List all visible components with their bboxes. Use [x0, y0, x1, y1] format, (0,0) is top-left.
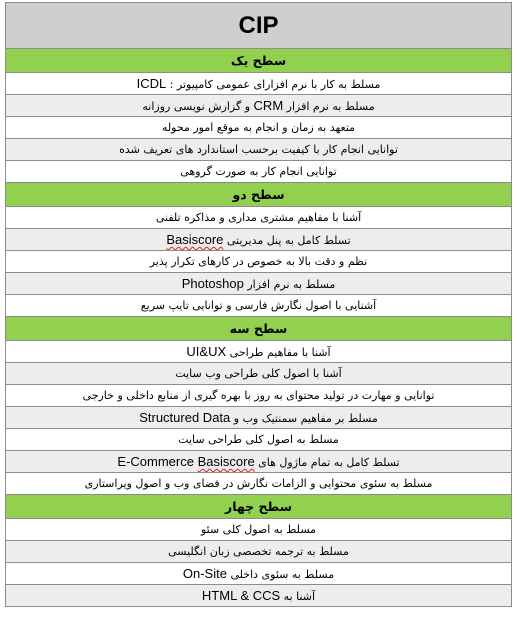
competency-row [6, 519, 512, 541]
competency-item: توانایی انجام کار به صورت گروهی [6, 161, 512, 183]
document-title: CIP [6, 3, 512, 49]
competency-item: مسلط به نرم افزار Photoshop [6, 273, 512, 295]
competency-row [6, 363, 512, 385]
competency-item: مسلط به نرم افزار CRM و گزارش نویسی روزانه [6, 95, 512, 117]
competency-item: آشنا با مفاهیم مشتری مداری و مذاکره تلفنی [6, 207, 512, 229]
competency-item: مسلط به اصول کلی طراحی سایت [6, 429, 512, 451]
competency-item: مسلط به اصول کلی سئو [6, 519, 512, 541]
competency-row [6, 73, 512, 95]
competency-row [6, 229, 512, 251]
competency-row [6, 563, 512, 585]
title-row [6, 3, 512, 49]
competency-table-body [6, 3, 512, 607]
level-heading: سطح یک [6, 49, 512, 73]
competency-row [6, 139, 512, 161]
competency-item: تسلط کامل به پنل مدیریتی Basiscore [6, 229, 512, 251]
competency-item: مسلط به کار با نرم افزارای عمومی کامپیوتر : ICDL [6, 73, 512, 95]
competency-item: آشنا با مفاهیم طراحی UI&UX [6, 341, 512, 363]
competency-item: مسلط به سئوی داخلی On-Site [6, 563, 512, 585]
level-heading-row-four [6, 495, 512, 519]
competency-row [6, 251, 512, 273]
competency-item: مسلط به سئوی محتوایی و الزامات نگارش در فضای وب و اصول ویراستاری [6, 473, 512, 495]
level-heading: سطح چهار [6, 495, 512, 519]
competency-row [6, 161, 512, 183]
competency-row [6, 273, 512, 295]
competency-item: تسلط کامل به تمام ماژول های E-Commerce Basiscore [6, 451, 512, 473]
competency-row [6, 95, 512, 117]
competency-row [6, 295, 512, 317]
competency-row [6, 451, 512, 473]
competency-row [6, 473, 512, 495]
competency-row [6, 429, 512, 451]
level-heading: سطح دو [6, 183, 512, 207]
competency-row [6, 117, 512, 139]
competency-row [6, 385, 512, 407]
competency-item: آشنایی با اصول نگارش فارسی و توانایی تایپ سریع [6, 295, 512, 317]
competency-item: توانایی انجام کار با کیفیت برحسب استاندارد های تعریف شده [6, 139, 512, 161]
competency-item: توانایی و مهارت در تولید محتوای به روز با بهره گیری از منابع داخلی و خارجی [6, 385, 512, 407]
competency-item: مسلط بر مفاهیم سمنتیک وب و Structured Data [6, 407, 512, 429]
competency-row [6, 585, 512, 607]
competency-row [6, 341, 512, 363]
competency-row [6, 541, 512, 563]
competency-item: متعهد به زمان و انجام به موقع امور محوله [6, 117, 512, 139]
competency-row [6, 207, 512, 229]
competency-item: آشنا با اصول کلی طراحی وب سایت [6, 363, 512, 385]
competency-item: نظم و دقت بالا به خصوص در کارهای تکرار پذیر [6, 251, 512, 273]
level-heading-row-one [6, 49, 512, 73]
competency-table [5, 2, 512, 607]
competency-item: مسلط به ترجمه تخصصی زبان انگلیسی [6, 541, 512, 563]
level-heading-row-two [6, 183, 512, 207]
level-heading-row-three [6, 317, 512, 341]
competency-item: آشنا به HTML & CCS [6, 585, 512, 607]
competency-row [6, 407, 512, 429]
level-heading: سطح سه [6, 317, 512, 341]
